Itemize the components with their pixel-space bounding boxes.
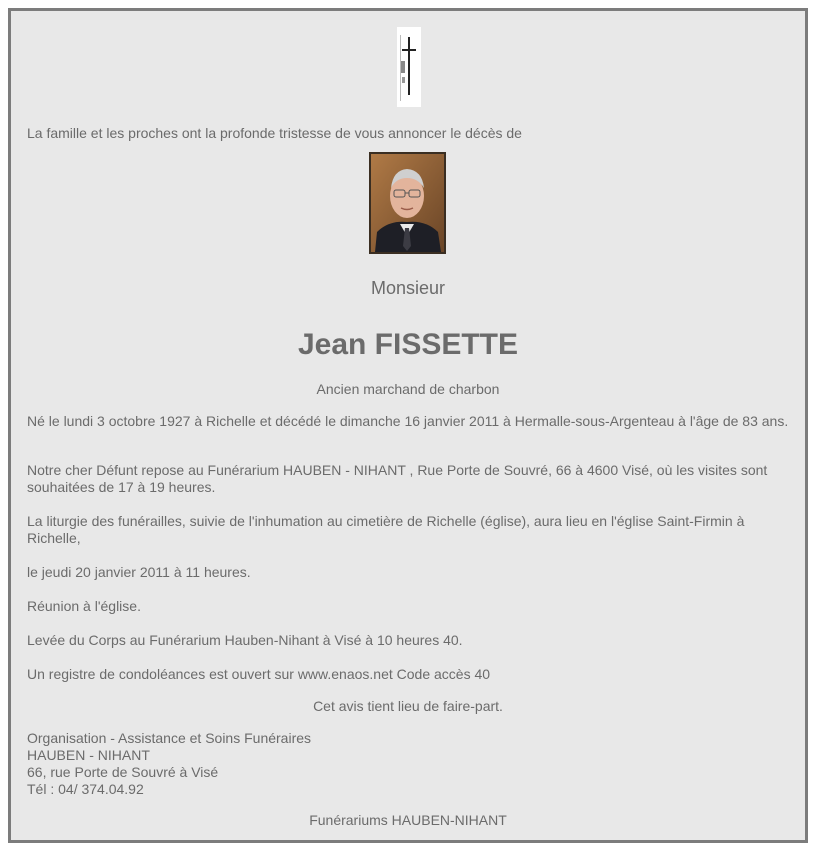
organisation-line: Organisation - Assistance et Soins Funéraires: [27, 730, 312, 746]
portrait-photo: [369, 152, 446, 254]
organisation-line: HAUBEN - NIHANT: [27, 747, 150, 763]
birth-death-paragraph: Né le lundi 3 octobre 1927 à Richelle et décédé le dimanche 16 janvier 2011 à Hermalle-sous-Argenteau à l'âge de 83 ans.: [27, 413, 789, 429]
deceased-name: Jean FISSETTE: [297, 328, 519, 361]
reunion-text: Réunion à l'église.: [27, 598, 141, 614]
funerarium-paragraph: Notre cher Défunt repose au Funérarium HAUBEN - NIHANT , Rue Porte de Souvré, 66 à 4600 Visé, où les visites sont souhaitées de 17 à 19 heures.: [27, 462, 768, 495]
liturgy-paragraph: La liturgie des funérailles, suivie de l'inhumation au cimetière de Richelle (église), aura lieu en l'église Saint-Firmin à Richelle,: [27, 513, 745, 546]
intro-text: La famille et les proches ont la profonde tristesse de vous annoncer le décès de: [27, 125, 522, 141]
cross-icon: [397, 27, 421, 107]
occupation: Ancien marchand de charbon: [316, 381, 500, 397]
ceremony-date: le jeudi 20 janvier 2011 à 11 heures.: [27, 564, 251, 580]
levee-text: Levée du Corps au Funérarium Hauben-Nihant à Visé à 10 heures 40.: [27, 632, 463, 648]
organisation-block: [27, 730, 791, 798]
organisation-phone: Tél : 04/ 374.04.92: [27, 781, 144, 797]
footer-text: Funérariums HAUBEN-NIHANT: [309, 812, 507, 828]
obituary-card: [8, 8, 808, 843]
notice-text: Cet avis tient lieu de faire-part.: [313, 698, 503, 714]
honorific: Monsieur: [370, 278, 446, 298]
registry-text: Un registre de condoléances est ouvert sur www.enaos.net Code accès 40: [27, 666, 491, 682]
organisation-address: 66, rue Porte de Souvré à Visé: [27, 764, 219, 780]
